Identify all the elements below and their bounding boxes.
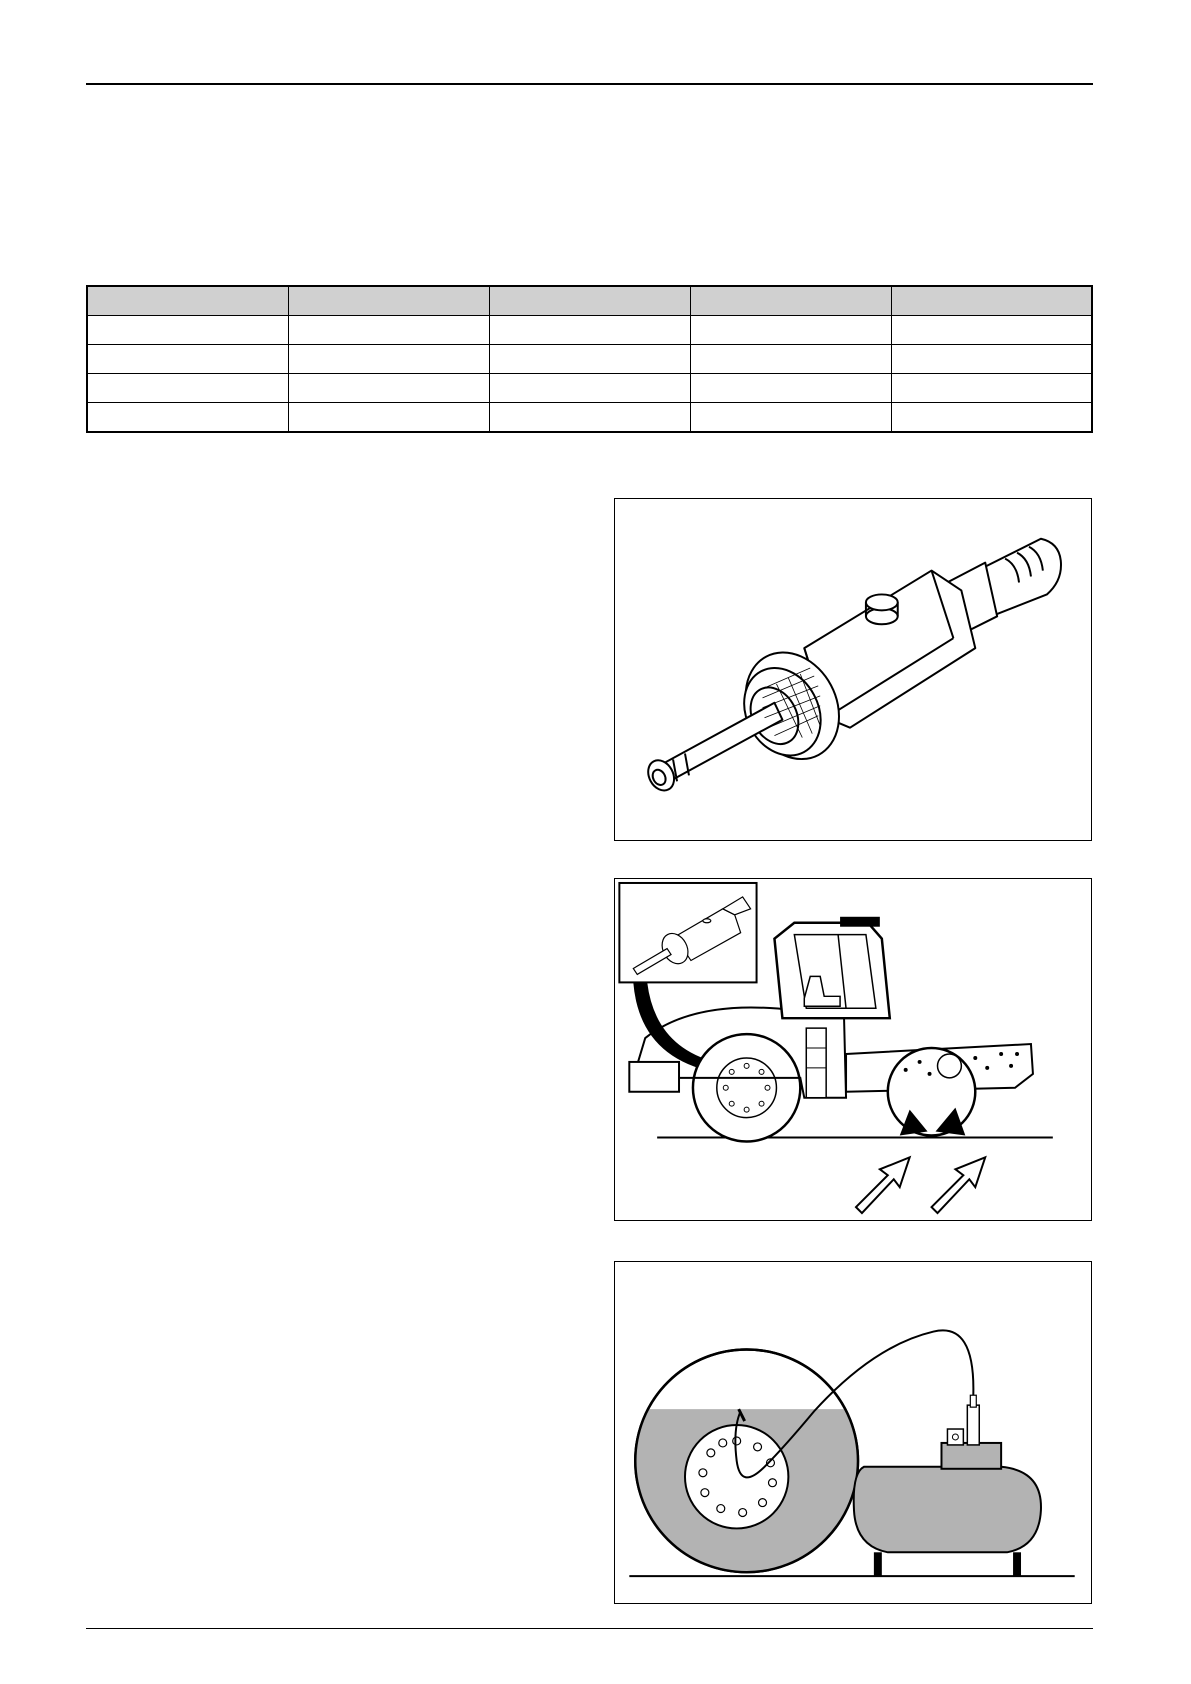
table-header-cell (891, 286, 1092, 316)
header-rule (86, 83, 1093, 85)
table-cell (87, 403, 288, 433)
table-cell (690, 403, 891, 433)
table-cell (288, 345, 489, 374)
table-cell (891, 403, 1092, 433)
valve-adapter-drawing-icon (615, 499, 1091, 840)
table-row (87, 316, 1092, 345)
table-header-row (87, 286, 1092, 316)
ballast-tank-drawing-icon (615, 1262, 1091, 1603)
table-cell (87, 316, 288, 345)
figure-compactor (614, 878, 1092, 1221)
table-row (87, 374, 1092, 403)
table-cell (690, 316, 891, 345)
table-cell (690, 345, 891, 374)
table-cell (288, 403, 489, 433)
spec-table (86, 285, 1093, 433)
table-cell (288, 316, 489, 345)
footer-rule (86, 1628, 1093, 1629)
figure-ballast-filling (614, 1261, 1092, 1604)
table-cell (489, 374, 690, 403)
table-cell (489, 345, 690, 374)
table-header-cell (288, 286, 489, 316)
table-cell (489, 316, 690, 345)
compactor-drawing-icon (615, 879, 1091, 1220)
table-cell (87, 374, 288, 403)
table-header-cell (87, 286, 288, 316)
table-cell (891, 345, 1092, 374)
table-row (87, 403, 1092, 433)
table-cell (288, 374, 489, 403)
table-cell (690, 374, 891, 403)
figure-valve-adapter (614, 498, 1092, 841)
table-cell (489, 403, 690, 433)
table-header-cell (489, 286, 690, 316)
table-cell (891, 316, 1092, 345)
table-row (87, 345, 1092, 374)
table-cell (87, 345, 288, 374)
table-header-cell (690, 286, 891, 316)
table-cell (891, 374, 1092, 403)
